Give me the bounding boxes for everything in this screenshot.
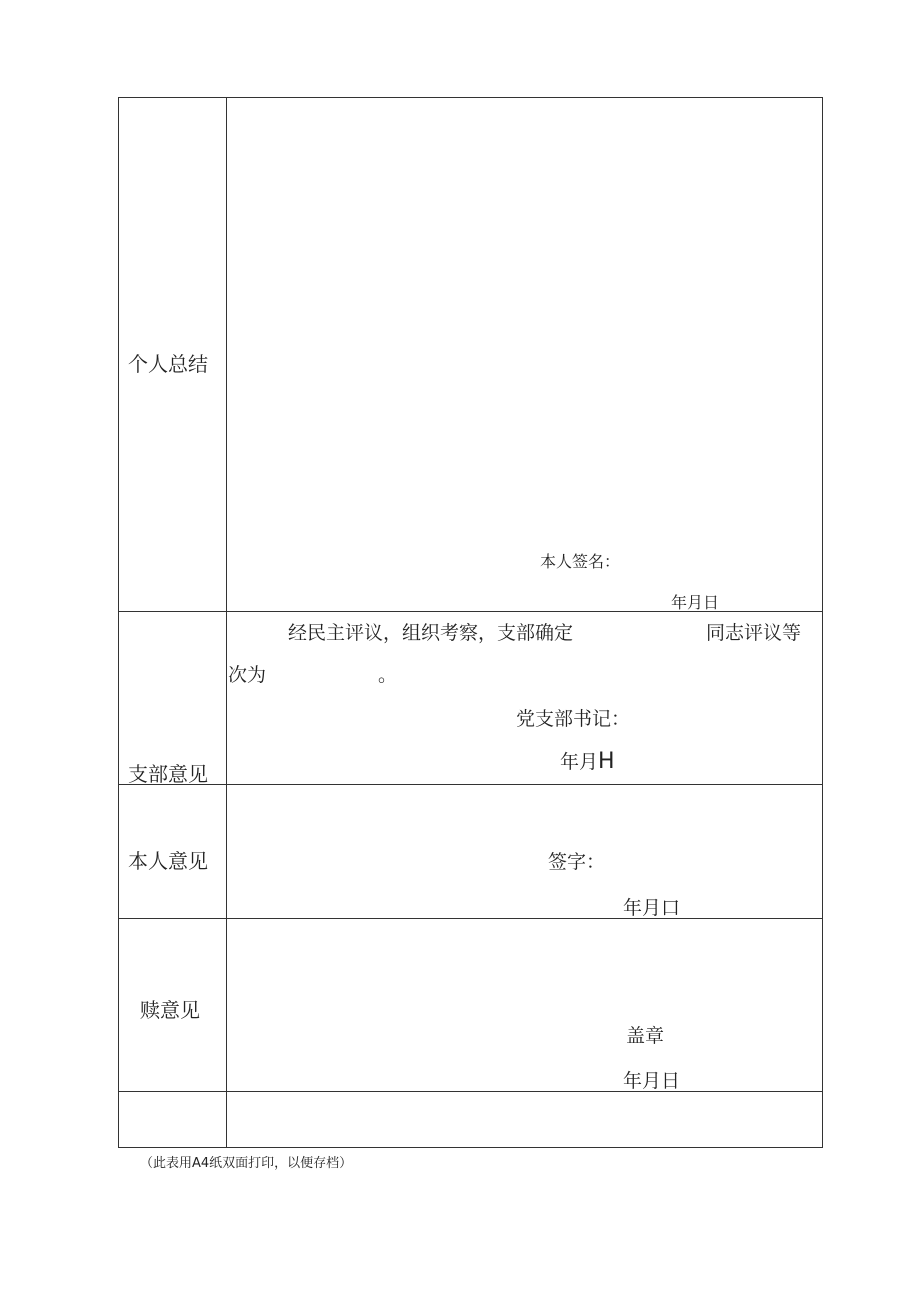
summary-date: 年月日 (671, 593, 720, 612)
personal-date: 年月口 (623, 897, 681, 919)
branch-text-line2-start: 次为 (228, 664, 267, 686)
row-divider-branch (118, 784, 823, 785)
branch-text-line2-end: 。 (378, 664, 398, 686)
branch-date-suffix: H (598, 749, 615, 774)
personal-sign-label: 签字： (548, 851, 606, 873)
branch-text-line1-end: 同志评议等 (706, 622, 802, 644)
dept-stamp-label: 盖章 (626, 1025, 665, 1047)
summary-row-label: 个人总结 (128, 352, 208, 376)
branch-secretary-label: 党支部书记： (516, 708, 631, 730)
dept-date: 年月日 (623, 1070, 681, 1092)
branch-date (560, 747, 615, 774)
branch-date-prefix: 年月 (560, 751, 599, 773)
column-divider (226, 97, 227, 1148)
row-divider-dept (118, 1091, 823, 1092)
dept-row-label: 赎意见 (140, 998, 200, 1022)
branch-row-label: 支部意见 (128, 762, 208, 786)
personal-row-label: 本人意见 (128, 849, 208, 873)
row-divider-personal (118, 918, 823, 919)
branch-text-line1: 经民主评议，组织考察，支部确定 (288, 622, 574, 644)
print-footnote: （此表用A4纸双面打印，以便存档） (140, 1156, 353, 1171)
summary-signature-label: 本人签名： (540, 552, 621, 571)
